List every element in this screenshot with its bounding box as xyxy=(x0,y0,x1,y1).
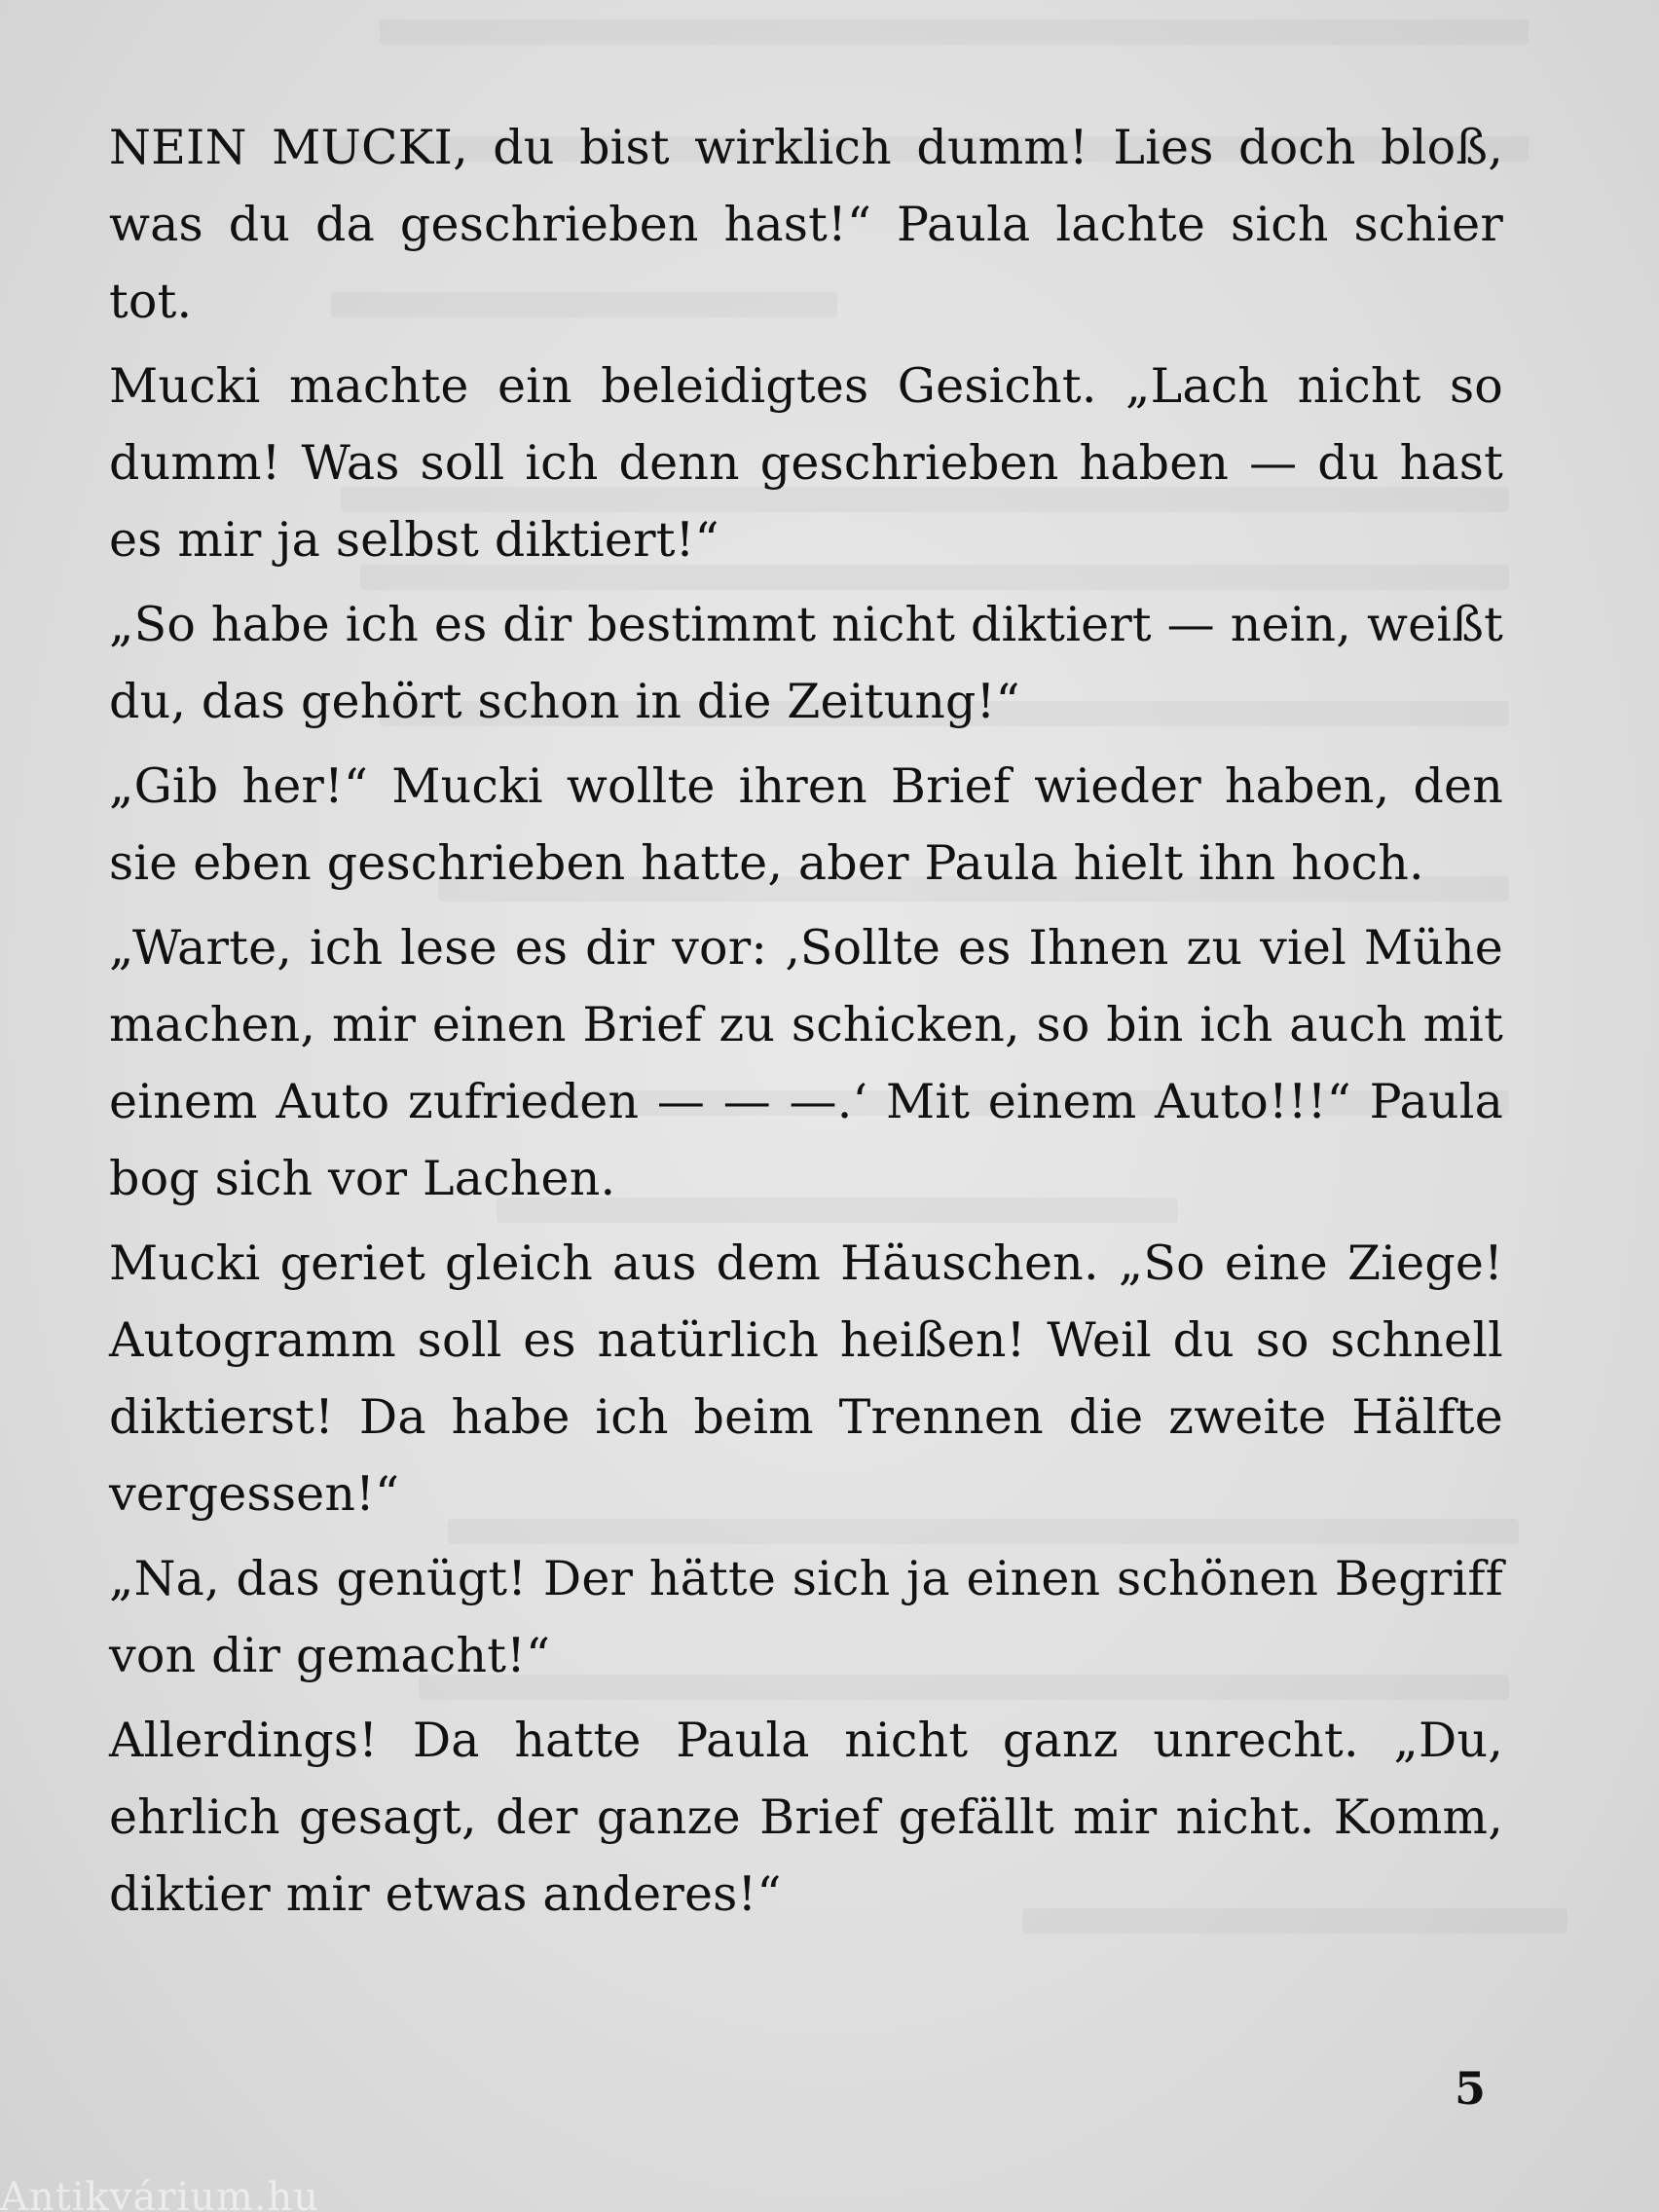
watermark: Antikvárium.hu xyxy=(0,2175,320,2212)
body-text xyxy=(109,109,1503,1940)
paragraph: NEIN MUCKI, du bist wirklich dumm! Lies doch bloß, was du da geschrieben hast!“ Paula lachte sich schier tot. xyxy=(109,120,1503,329)
page-number: 5 xyxy=(1454,2062,1486,2115)
paragraph: „Warte, ich lese es dir vor: ‚Sollte es Ihnen zu viel Mühe machen, mir einen Brief zu schicken, so bin ich auch mit einem Auto zufrieden — — —.‘ Mit einem Auto!!!“ Paula bog sich vor Lachen. xyxy=(109,920,1503,1206)
paragraph: Mucki geriet gleich aus dem Häuschen. „So eine Ziege! Autogramm soll es natürlich heißen! Weil du so schnell diktierst! Da habe ich beim Trennen die zweite Hälfte vergessen!“ xyxy=(109,1235,1503,1522)
paragraph: „Na, das genügt! Der hätte sich ja einen schönen Begriff von dir gemacht!“ xyxy=(109,1551,1503,1683)
paragraph: Mucki machte ein beleidigtes Gesicht. „Lach nicht so dumm! Was soll ich denn geschrieben haben — du hast es mir ja selbst diktiert!“ xyxy=(109,358,1503,568)
paragraph: „Gib her!“ Mucki wollte ihren Brief wieder haben, den sie eben geschrieben hatte, aber Paula hielt ihn hoch. xyxy=(109,758,1503,891)
paragraph: „So habe ich es dir bestimmt nicht diktiert — nein, weißt du, das gehört schon in die Zeitung!“ xyxy=(109,597,1503,729)
paragraph: Allerdings! Da hatte Paula nicht ganz unrecht. „Du, ehrlich gesagt, der ganze Brief gefällt mir nicht. Komm, diktier mir etwas anderes!“ xyxy=(109,1713,1503,1922)
